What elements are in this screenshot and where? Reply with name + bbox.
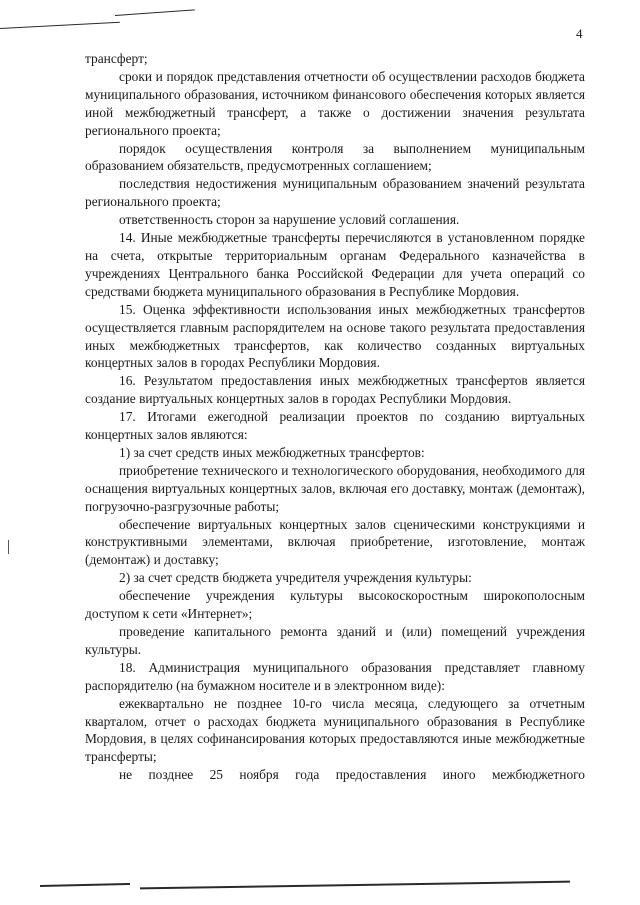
paragraph: порядок осуществления контроля за выполнением муниципальным образованием обязательств, предусмотренных соглашением; [85,140,585,174]
paragraph: 2) за счет средств бюджета учредителя учреждения культуры: [119,570,472,586]
scan-artifact-mark [8,540,9,554]
paragraph: ответственность сторон за нарушение условий соглашения. [119,212,460,228]
paragraph: 16. Результатом предоставления иных межбюджетных трансфертов является создание виртуальных концертных залов в городах Республики Мордовия. [85,373,585,407]
paragraph: 14. Иные межбюджетные трансферты перечисляются в установленном порядке на счета, открытые территориальным органам Федерального казначейства в учреждениях Центрального банка Российской Федерации для учета операций со средствами бюджета муниципального образования в Республике Мордовия. [85,230,585,299]
paragraph: 15. Оценка эффективности использования иных межбюджетных трансфертов осуществляется главным распорядителем на основе такого результата предоставления иных межбюджетных трансфертов, как количество созданных виртуальных концертных залов в городах Республики Мордовия. [85,301,585,371]
paragraph: обеспечение учреждения культуры высокоскоростным широкополосным доступом к сети «Интернет»; [85,588,585,622]
paragraph: последствия недостижения муниципальным образованием значений результата регионального проекта; [85,176,585,210]
paragraph: сроки и порядок представления отчетности об осуществлении расходов бюджета муниципального образования, источником финансового обеспечения которых является иной межбюджетный трансферт, а также о достижении значения результата регионального проекта; [85,68,585,138]
paragraph: 17. Итогами ежегодной реализации проектов по созданию виртуальных концертных залов являются: [85,409,585,443]
paragraph: не позднее 25 ноября года предоставления иного межбюджетного [119,767,585,783]
paragraph: проведение капитального ремонта зданий и (или) помещений учреждения культуры. [85,624,585,657]
document-body [85,50,585,784]
paragraph: 18. Администрация муниципального образования представляет главному распорядителю (на бумажном носителе и в электронном виде): [85,659,585,693]
paragraph: обеспечение виртуальных концертных залов сценическими конструкциями и конструктивными элементами, включая приобретение, изготовление, монтаж (демонтаж) и доставку; [85,516,585,568]
paragraph: 1) за счет средств иных межбюджетных трансфертов: [119,444,425,460]
scan-artifact-line [115,9,195,16]
scan-artifact-line [40,883,130,887]
scan-artifact-line [140,881,570,890]
paragraph: ежеквартально не позднее 10-го числа месяца, следующего за отчетным кварталом, отчет о расходах бюджета муниципального образования в Республике Мордовия, в целях софинансирования которых предоставляются иные межбюджетные трансферты; [85,695,585,765]
scan-artifact-line [0,22,120,29]
paragraph: приобретение технического и технологического оборудования, необходимого для оснащения виртуальных концертных залов, включая его доставку, монтаж (демонтаж), погрузочно-разгрузочные работы; [85,462,585,514]
page-number: 4 [576,26,583,41]
paragraph: трансферт; [85,51,148,66]
